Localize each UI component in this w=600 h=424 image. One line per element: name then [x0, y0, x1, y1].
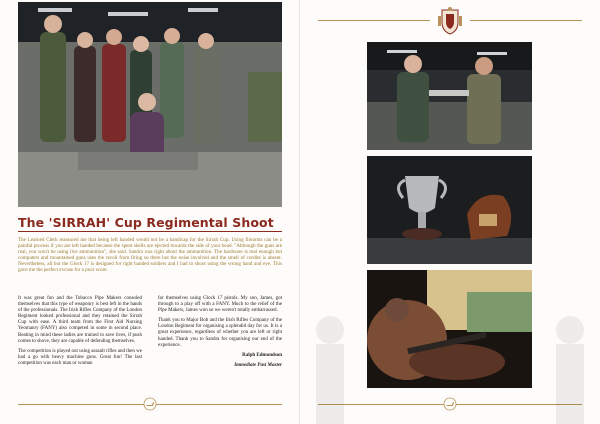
livery-company-crest-icon	[434, 6, 466, 36]
presentation-photo	[367, 42, 532, 150]
article-column-2	[158, 296, 282, 373]
article-column-1	[18, 296, 142, 371]
title-divider	[18, 231, 282, 232]
trophy-photo	[367, 156, 532, 264]
article-title: The 'SIRRAH' Cup Regimental Shoot	[18, 215, 274, 230]
header-rule-right	[470, 20, 582, 21]
article-intro: The Learned Clerk reassured me that being left handed would not be a handicap for the Sirrah Cup. Using firearms can be a painful process if you are left handed because the spent shells are ejected towards the side of your head. "Although the guns are real, you won't be using live ammunition", she said. Sandra was right about the ammunition. The hardware is real enough but computers and mountained guns uses the recoil from firing so there but the noise involved and the smell of cordite is absent. Nevertheless, all but the Glock 17 is designed for right handed soldiers and I had to shoot using the wrong hand and eye. This gave me the perfect excuse for a poor score.	[18, 237, 282, 274]
paragraph: for themselves using Glock 17 pistols. My son, James, got through to a play off with a FANY. Much to the relief of the Pipe Makers, James won so we weren't totally embarrassed.	[158, 296, 282, 314]
signature-name: Ralph Edmondson	[242, 352, 282, 358]
paragraph: The competition is played out using assault rifles and then we had a go with heavy machine guns. Great fun! The last competition was each man or woman	[18, 348, 142, 366]
right-page	[300, 0, 600, 424]
group-photo	[18, 2, 282, 207]
header-rule-left	[318, 20, 430, 21]
pipe-badge-icon	[143, 397, 157, 411]
watermark-figures	[300, 300, 600, 424]
paragraph: Thank you to Major Bob and the Irish Rifles Company of the London Regiment for organising a splendid day for us. It is a great experience, regardless of whether you are left or right handed. Thank you to Sandra for organising our end of the experience.	[158, 318, 282, 348]
paragraph: It was great fun and the Tobacco Pipe Makers consoled themselves that this type of weaponry is best left in the hands of the professionals. The Irish Rifles Company of the London Regiment looked professional and they retained the Sirrah Cup with ease. A third team from the First Aid Nursing Yeomanry (FANY) also competed in some in second place. Beating in mind these ladies are trained to save lives, if push comes to shove, they are capable of defending themselves.	[18, 296, 142, 344]
signature-role: Immediate Past Master	[234, 362, 282, 368]
